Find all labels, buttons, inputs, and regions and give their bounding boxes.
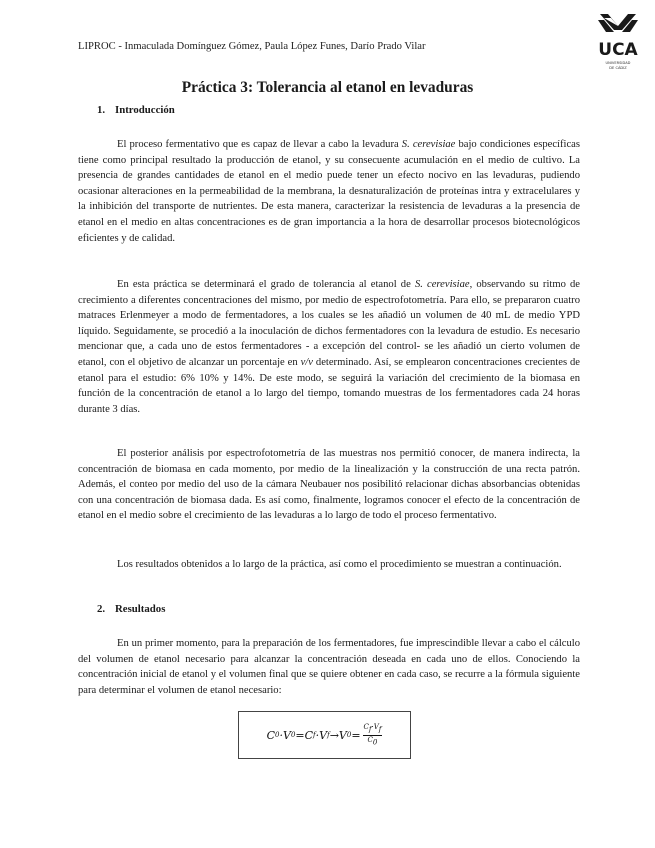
formula-sub: 0 <box>275 731 280 739</box>
formula-arrow: → <box>329 728 339 742</box>
fraction-numerator <box>363 723 383 735</box>
section-heading-introduccion <box>97 104 175 116</box>
logo-subtitle-1: UNIVERSIDAD <box>605 61 631 65</box>
formula-equals: = <box>295 728 305 742</box>
document-title: Práctica 3: Tolerancia al etanol en levaduras <box>181 79 474 96</box>
formula-c: C <box>304 728 314 742</box>
formula-c: C <box>367 735 373 744</box>
species-name: S. cerevisiae <box>401 139 456 150</box>
formula-sub: f <box>378 725 382 734</box>
paragraph-results-1: En un primer momento, para la preparación de los fermentadores, fue imprescindible llevar a cabo el cálculo del volumen de etanol necesario para alcanzar la concentración deseada en cada uno de ellos. Conociendo la concentración inicial de etanol y el volumen final que se quiere obtener en cada caso, se recurre a la fórmula siguiente para determinar el volumen de etanol necesario: <box>78 638 580 696</box>
formula-sub: f <box>327 731 330 739</box>
section-number: 2. <box>97 603 106 615</box>
formula-sub: 0 <box>346 731 352 739</box>
paragraph-intro-1 <box>78 137 580 246</box>
formula-dot: · <box>279 728 283 742</box>
formula-box <box>238 711 411 759</box>
text-run: determinado. Así, se emplearon concentraciones crecientes de etanol para el estudio: 6% 10% y 14%. De este modo, se seguirá la variación del crecimiento de la biomasa en función de la concentración de etanol a lo largo del tiempo, tomando muestras de los fermentadores cada 24 horas durante 3 días. <box>78 356 581 415</box>
formula-equals: = <box>351 728 361 742</box>
formula-sub: f <box>368 725 372 734</box>
formula-v: V <box>282 728 291 742</box>
text-run: bajo condiciones específicas tiene como principal resultado la producción de etanol, y su consecuente acumulación en el medio de cultivo. La presencia de grandes cantidades de etanol en el medio puede tener un efecto nocivo en las levaduras, pudiendo ocasionar alteraciones en la permeabilidad de la membrana, la desnaturalización de proteínas intra y extracelulares y la inhibición del transporte de nutrientes. De esta manera, caracterizar la resistencia de levaduras a la presencia de etanol en el medio en altas concentraciones es de gran importancia a la hora de desarrollar procesos biotecnológicos eficientes y de calidad. <box>78 139 580 244</box>
university-logo <box>594 12 642 76</box>
formula-v: V <box>373 723 379 732</box>
section-heading-resultados <box>97 603 165 615</box>
paragraph-intro-2 <box>78 277 580 417</box>
formula-v: V <box>319 728 328 742</box>
formula-sub: 0 <box>372 737 378 746</box>
header-authors: LIPROC - Inmaculada Domínguez Gómez, Paula López Funes, Darío Prado Vilar <box>78 41 426 52</box>
section-title: Resultados <box>115 603 166 615</box>
unit-vv: v/v <box>300 356 313 368</box>
dilution-formula <box>239 712 410 758</box>
text-run: , observando su ritmo de crecimiento a diferentes concentraciones del mismo, por medio de espectrofotometría. Para ello, se prepararon cuatro matraces Erlenmeyer a modo de fermentadores, a los cuales se les añadió un volumen de 40 mL de medio YPD líquido. Seguidamente, se procedió a la inoculación de dichos fermentadores con la levadura de estudio. Es necesario mencionar que, a cada uno de estos fermentadores - a excepción del control- se les añadió un cierto volumen de etanol, con el objetivo de alcanzar un porcentaje en <box>78 279 581 368</box>
formula-c: C <box>266 728 276 742</box>
fraction-denominator <box>368 736 378 747</box>
formula-sub: f <box>313 731 316 739</box>
formula-dot: · <box>315 728 320 742</box>
text-run: En esta práctica se determinará el grado de tolerancia al etanol de <box>117 279 415 290</box>
formula-sub: 0 <box>290 731 296 739</box>
paragraph-intro-4: Los resultados obtenidos a lo largo de la práctica, así como el procedimiento se muestran a continuación. <box>117 559 562 570</box>
text-run: El proceso fermentativo que es capaz de llevar a cabo la levadura <box>117 139 402 150</box>
formula-c: C <box>363 723 369 732</box>
logo-text: UCA <box>598 40 638 58</box>
formula-dot: · <box>371 723 374 732</box>
species-name: S. cerevisiae <box>414 279 470 290</box>
section-number: 1. <box>97 104 106 116</box>
formula-fraction <box>363 723 383 747</box>
logo-subtitle-2: DE CÁDIZ <box>609 66 627 70</box>
paragraph-intro-3: El posterior análisis por espectrofotometría de las muestras nos permitió conocer, de manera indirecta, la concentración de biomasa en cada momento, por medio de la linealización y la construcción de una recta patrón. Además, el conteo por medio del uso de la cámara Neubauer nos posibilitó relacionar dichas absorbancias obtenidas con una concentración de biomasa dada. Es así como, finalmente, logramos conocer el efecto de la concentración de etanol en el medio sobre el crecimiento de las levaduras a lo largo de todo el proceso fermentativo. <box>78 448 580 522</box>
uca-emblem-icon <box>594 12 642 58</box>
section-title: Introducción <box>115 104 175 116</box>
formula-v: V <box>338 728 347 742</box>
